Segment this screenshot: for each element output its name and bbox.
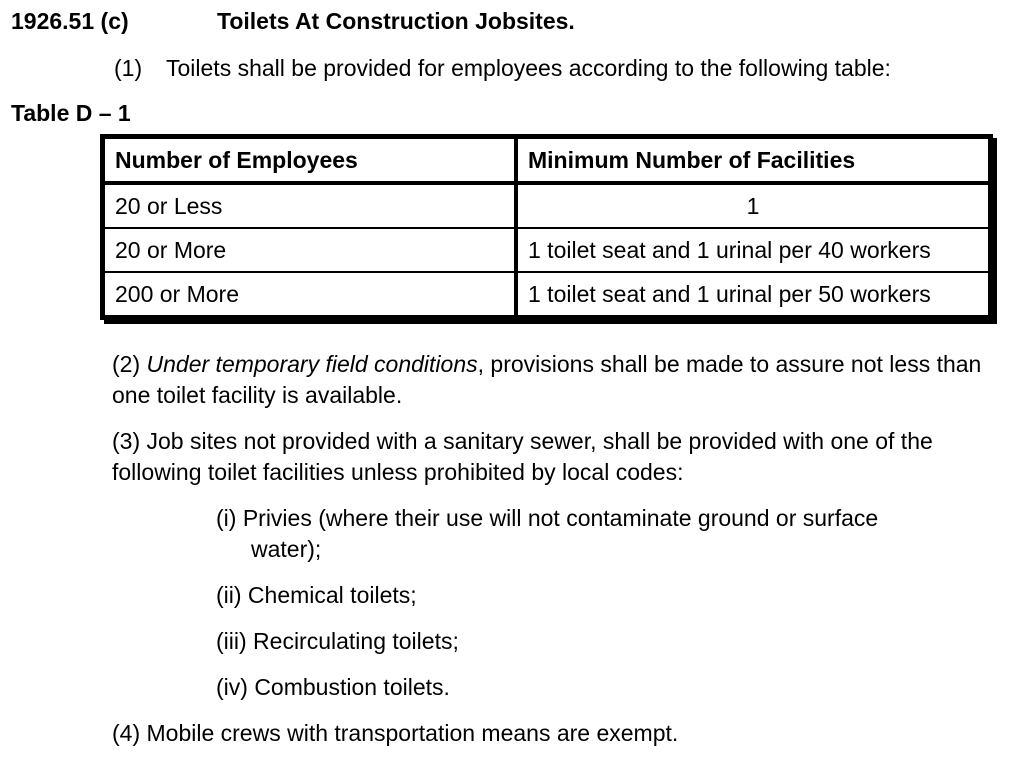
- item-1-number: (1): [114, 55, 143, 81]
- facilities-cell: 1: [516, 183, 991, 228]
- item-2: [112, 349, 992, 411]
- header-employees: Number of Employees: [103, 137, 517, 184]
- employees-cell: 20 or More: [103, 228, 517, 272]
- item-2-emphasis: Under temporary field conditions: [146, 351, 478, 377]
- item-2-text: , provisions shall be made to assure not less than one toilet facility is available.: [112, 351, 982, 408]
- item-2-number: (2): [112, 351, 141, 377]
- item-1-text: Toilets shall be provided for employees according to the following table:: [166, 55, 891, 81]
- subitem-i-line1: (i) Privies (where their use will not contaminate ground or surface: [216, 505, 879, 531]
- header-facilities: Minimum Number of Facilities: [516, 137, 991, 184]
- facilities-cell: 1 toilet seat and 1 urinal per 50 workers: [516, 272, 991, 318]
- section-title: Toilets At Construction Jobsites.: [217, 8, 575, 34]
- subitem-iv: (iv) Combustion toilets.: [216, 674, 450, 700]
- subitem-i-line2: water);: [251, 536, 322, 562]
- table-row: [103, 183, 991, 228]
- subitem-ii: (ii) Chemical toilets;: [216, 582, 417, 608]
- item-4: (4) Mobile crews with transportation means are exempt.: [112, 720, 679, 746]
- subitem-i: [216, 503, 976, 565]
- table-header-row: [103, 137, 991, 184]
- item-3: (3) Job sites not provided with a sanitary sewer, shall be provided with one of the following toilet facilities unless prohibited by local codes:: [112, 428, 933, 485]
- employees-cell: 200 or More: [103, 272, 517, 318]
- section-code: 1926.51 (c): [11, 8, 129, 34]
- table-row: [103, 228, 991, 272]
- subitem-iii: (iii) Recirculating toilets;: [216, 628, 459, 654]
- item-1: [114, 55, 891, 82]
- table-row: [103, 272, 991, 318]
- facilities-table: [100, 134, 993, 320]
- table-label: Table D – 1: [11, 100, 131, 126]
- employees-cell: 20 or Less: [103, 183, 517, 228]
- facilities-cell: 1 toilet seat and 1 urinal per 40 workers: [516, 228, 991, 272]
